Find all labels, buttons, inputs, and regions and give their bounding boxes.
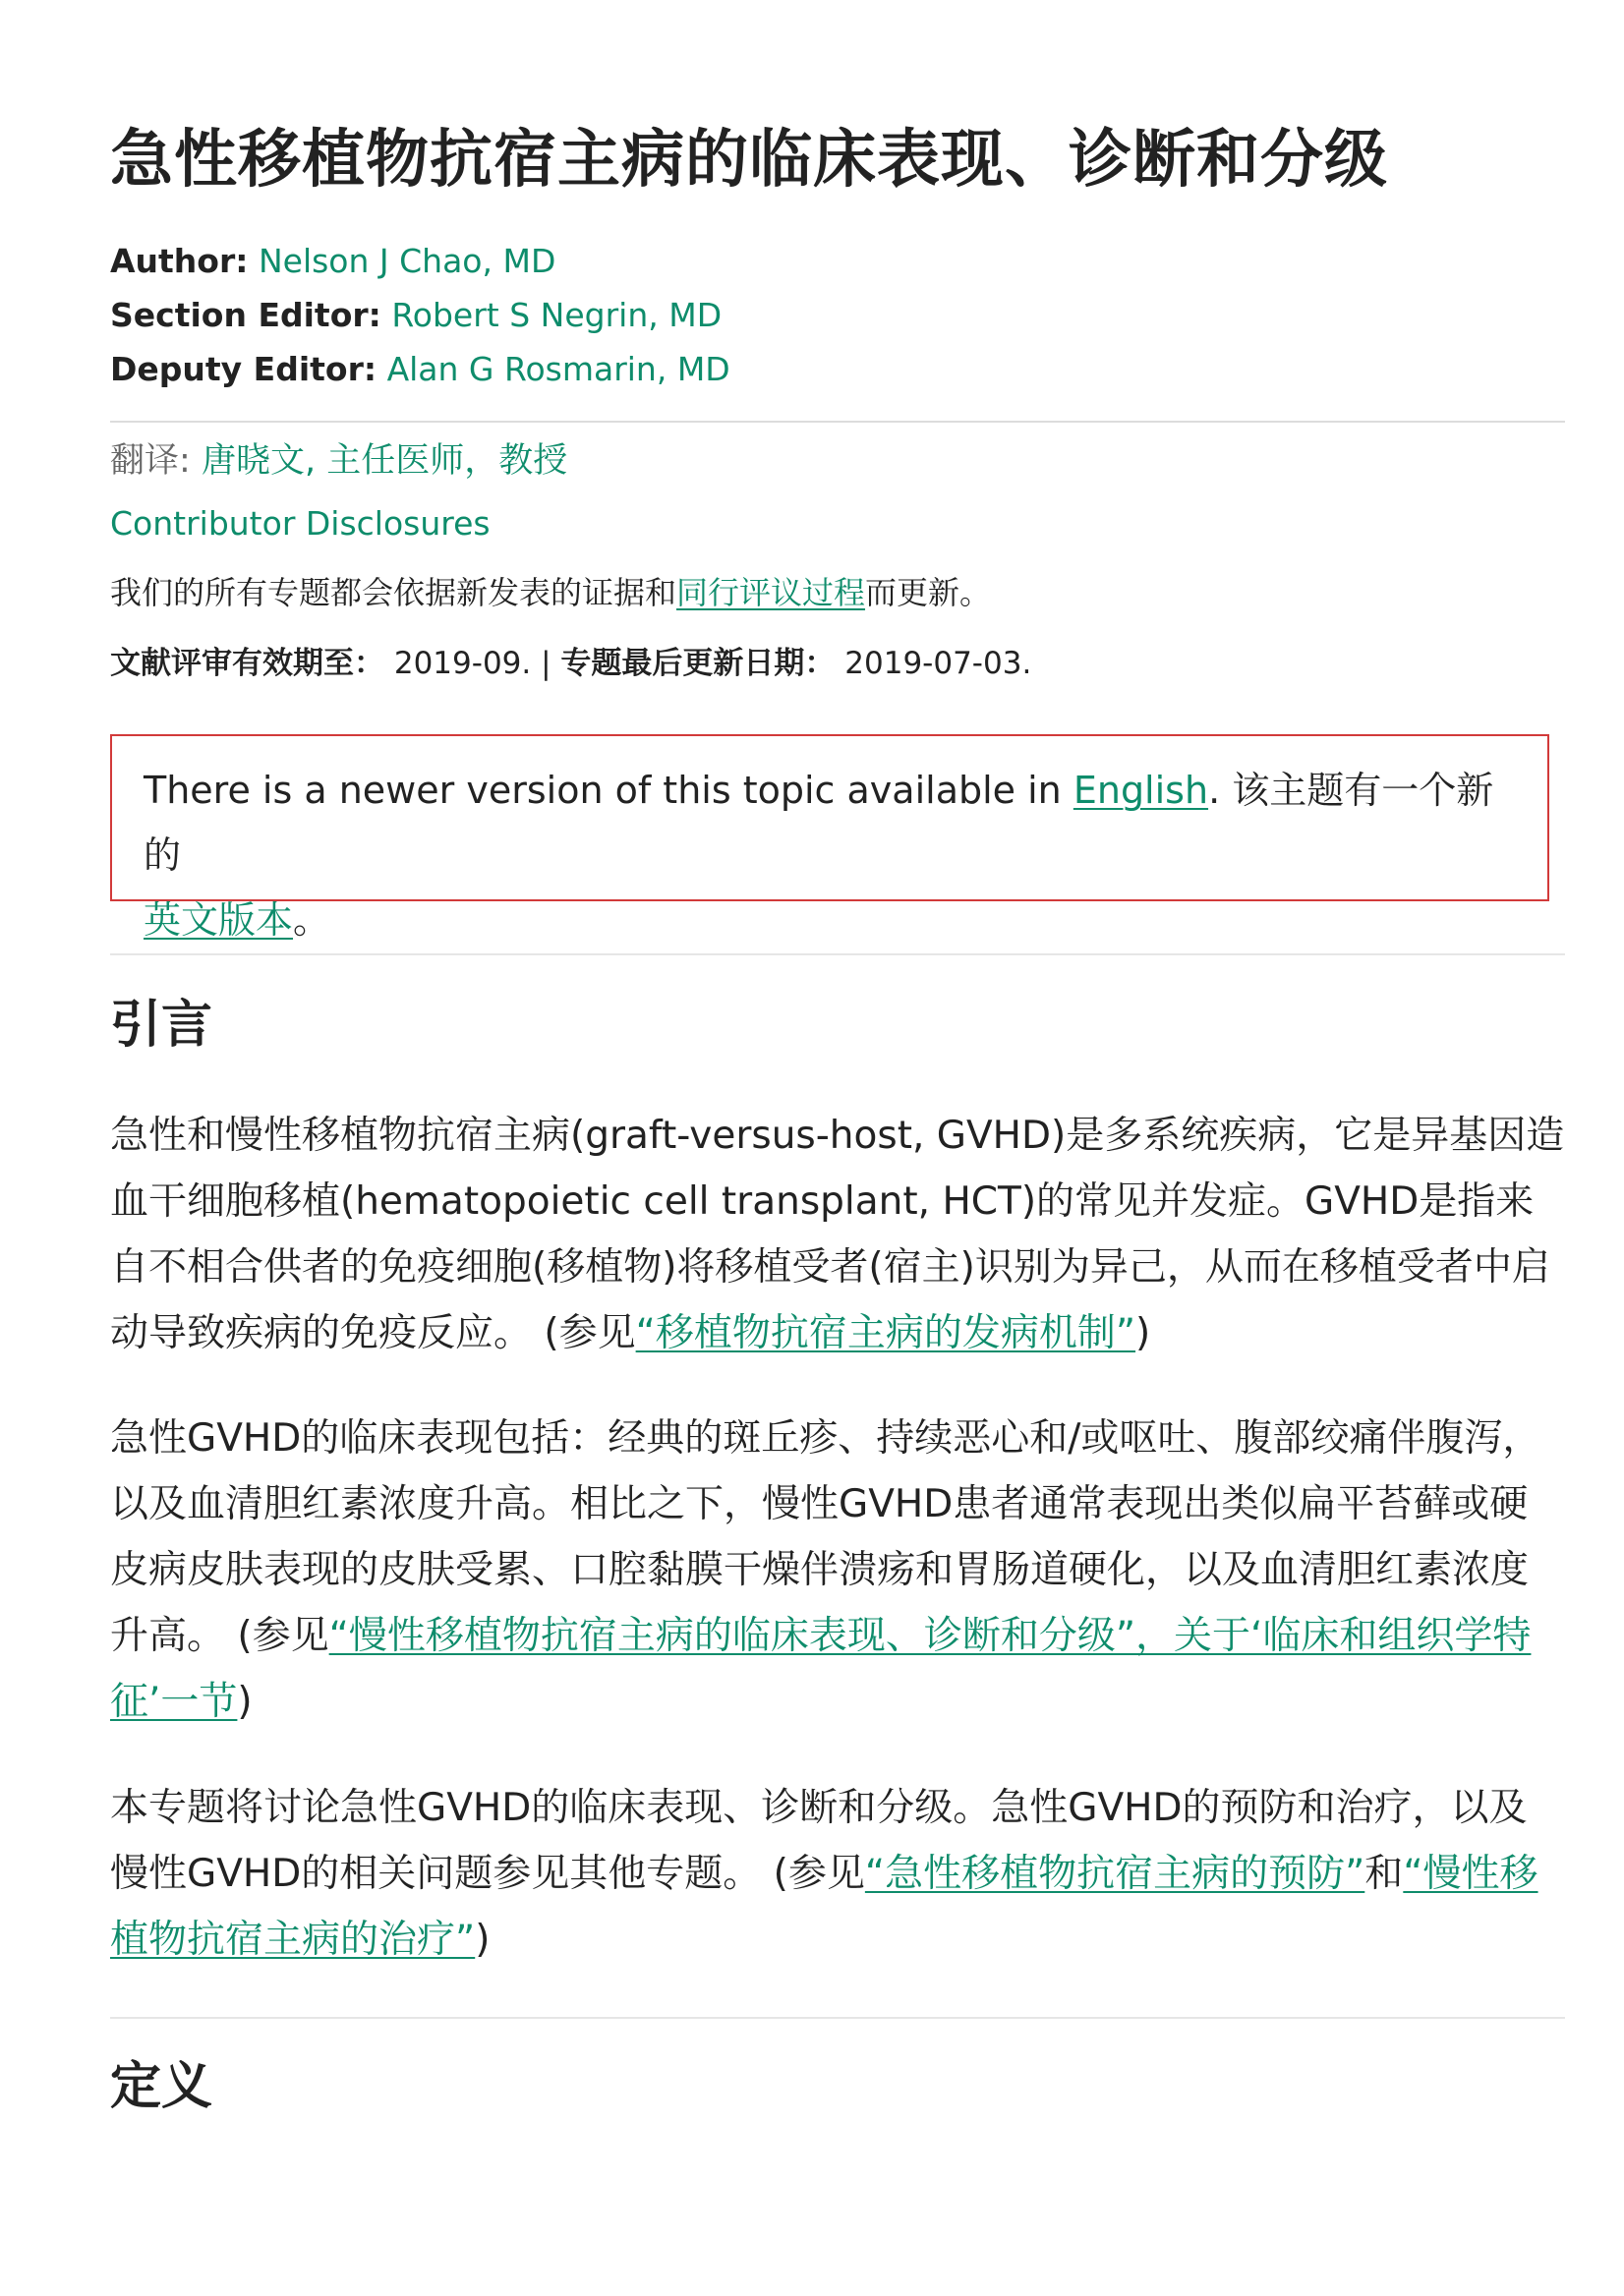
date-separator: | <box>541 646 551 681</box>
updated-date-label: 专题最后更新日期： <box>560 646 836 681</box>
intro-paragraph <box>110 1103 1565 1366</box>
prevention-link[interactable]: “急性移植物抗宿主病的预防” <box>864 1852 1365 1896</box>
page-title: 急性移植物抗宿主病的临床表现、诊断和分级 <box>110 124 1388 197</box>
english-version-link[interactable]: English <box>1073 769 1209 812</box>
update-note-end: 而更新。 <box>865 574 992 611</box>
section-heading-introduction: 引言 <box>110 996 213 1055</box>
paragraph-end: ) <box>1135 1311 1151 1355</box>
section-editor-link[interactable]: Robert S Negrin, MD <box>391 296 723 334</box>
author-row <box>110 234 730 288</box>
chronic-gvhd-link[interactable]: “慢性移植物抗宿主病的临床表现、诊断和分级”，关于‘临床和组织学特征’一节 <box>110 1614 1532 1724</box>
newer-version-notice <box>110 734 1549 942</box>
updated-date: 2019-07-03. <box>844 646 1032 681</box>
section-editor-row <box>110 288 730 342</box>
section-divider <box>110 2017 1565 2019</box>
disclosures-row <box>110 496 491 551</box>
update-note-text: 我们的所有专题都会依据新发表的证据和 <box>110 574 677 611</box>
paragraph-connector: 和 <box>1364 1852 1404 1896</box>
intro-paragraph <box>110 1775 1565 1973</box>
intro-paragraph <box>110 1406 1565 1735</box>
translator-link[interactable]: 唐晓文, 主任医师，教授 <box>201 441 568 481</box>
english-version-link-cn[interactable]: 英文版本 <box>144 898 294 942</box>
paragraph-text: 急性GVHD的临床表现包括：经典的斑丘疹、持续恶心和/或呕吐、腹部绞痛伴腹泻，以及血清胆红素浓度升高。相比之下，慢性GVHD患者通常表现出类似扁平苔藓或硬皮病皮肤表现的皮肤受累、口腔黏膜干燥伴溃疡和胃肠道硬化，以及血清胆红素浓度升高。 (参见 <box>110 1416 1541 1658</box>
dates-row <box>110 637 1031 690</box>
paragraph-end: ) <box>237 1680 253 1724</box>
translation-label: 翻译: <box>110 441 191 481</box>
pathogenesis-link[interactable]: “移植物抗宿主病的发病机制” <box>635 1311 1136 1355</box>
author-link[interactable]: Nelson J Chao, MD <box>258 242 556 280</box>
author-label: Author: <box>110 242 249 280</box>
divider <box>110 421 1565 423</box>
newer-version-text-cn: . 该主题有一个新的 <box>144 769 1494 877</box>
update-note <box>110 566 991 619</box>
review-date-label: 文献评审有效期至： <box>110 646 384 681</box>
contributor-disclosures-link[interactable]: Contributor Disclosures <box>110 504 491 543</box>
deputy-editor-row <box>110 342 730 396</box>
byline <box>110 234 730 396</box>
section-divider <box>110 953 1565 955</box>
review-date: 2019-09. <box>393 646 532 681</box>
peer-review-link[interactable]: 同行评议过程 <box>676 574 866 611</box>
section-editor-label: Section Editor: <box>110 296 381 334</box>
deputy-editor-label: Deputy Editor: <box>110 350 377 388</box>
paragraph-text: 急性和慢性移植物抗宿主病(graft-versus-host, GVHD)是多系统疾病，它是异基因造血干细胞移植(hematopoietic cell transplant, HCT)的常见并发症。GVHD是指来自不相合供者的免疫细胞(移植物)将移植受者(宿主)识别为异己，从而在移植受者中启动导致疾病的免疫反应。 (参见 <box>110 1114 1565 1355</box>
newer-version-end: 。 <box>293 898 331 942</box>
paragraph-text: 本专题将讨论急性GVHD的临床表现、诊断和分级。急性GVHD的预防和治疗，以及慢性GVHD的相关问题参见其他专题。 (参见 <box>110 1786 1528 1896</box>
deputy-editor-link[interactable]: Alan G Rosmarin, MD <box>386 350 730 388</box>
chronic-treatment-link[interactable]: “慢性移植物抗宿主病的治疗” <box>110 1852 1538 1962</box>
translation-row <box>110 432 567 489</box>
newer-version-text: There is a newer version of this topic available in <box>144 769 1073 812</box>
section-heading-definition: 定义 <box>110 2057 213 2116</box>
paragraph-end: ) <box>475 1918 491 1962</box>
